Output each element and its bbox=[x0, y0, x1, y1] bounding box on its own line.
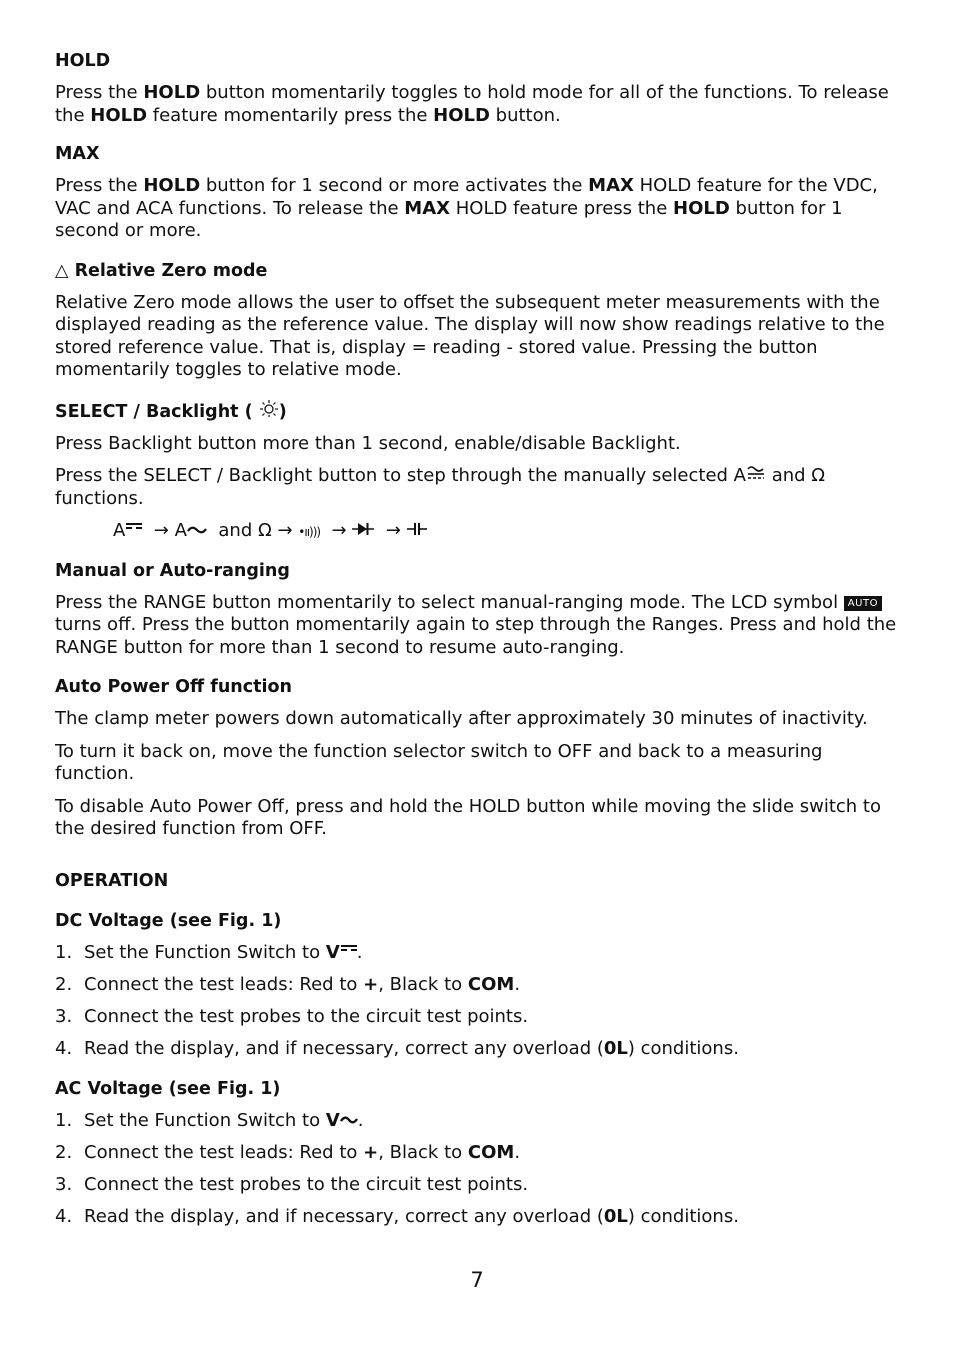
list-item: 3. Connect the test probes to the circuit test points. bbox=[55, 1174, 529, 1195]
page-number: 7 bbox=[470, 1268, 484, 1292]
dcv-heading: DC Voltage (see Fig. 1) bbox=[55, 910, 282, 931]
ac-wave-icon bbox=[340, 1110, 358, 1133]
capacitor-icon bbox=[407, 520, 427, 543]
ranging-heading: Manual or Auto-ranging bbox=[55, 560, 290, 581]
page-content bbox=[55, 50, 900, 1229]
operation-heading: OPERATION bbox=[55, 870, 169, 891]
dcv-steps bbox=[55, 942, 900, 1061]
apo-text-1: The clamp meter powers down automatically after approximately 30 minutes of inactivity. bbox=[55, 708, 868, 729]
max-text: Press the HOLD button for 1 second or more activates the MAX HOLD feature for the VDC, VAC and ACA functions. To release the MAX HOLD feature press the HOLD button for 1 second or more. bbox=[55, 175, 878, 241]
apo-heading: Auto Power Off function bbox=[55, 677, 292, 697]
dc-icon bbox=[341, 945, 357, 953]
max-heading: MAX bbox=[55, 144, 100, 164]
list-item: 1. Set the Function Switch to V . bbox=[55, 941, 363, 963]
apo-text-2: To turn it back on, move the function selector switch to OFF and back to a measuring function. bbox=[55, 740, 823, 784]
relzero-heading: △ Relative Zero mode bbox=[55, 260, 268, 281]
continuity-icon: •ıı))) bbox=[298, 525, 321, 539]
delta-icon: △ bbox=[55, 260, 69, 281]
list-item: 4. Read the display, and if necessary, correct any overload (0L) conditions. bbox=[55, 1037, 739, 1059]
acv-steps bbox=[55, 1110, 900, 1229]
list-item: 3. Connect the test probes to the circuit test points. bbox=[55, 1005, 529, 1027]
ac-wave-icon bbox=[187, 520, 207, 543]
list-item: 4. Read the display, and if necessary, correct any overload (0L) conditions. bbox=[55, 1206, 739, 1227]
relzero-text: Relative Zero mode allows the user to offset the subsequent meter measurements with the displayed reading as the reference value. The display will now show readings relative to the stored reference value. That is, display = reading - stored value. Pressing the button momentarily toggles to relative mode. bbox=[55, 291, 885, 380]
diode-icon bbox=[352, 520, 374, 543]
acv-heading: AC Voltage (see Fig. 1) bbox=[55, 1079, 281, 1099]
ranging-text: Press the RANGE button momentarily to select manual-ranging mode. The LCD symbol AUTO turns off. Press the button momentarily again to step through the Ranges. Press and hold the RANGE button for more than 1 second to resume auto-ranging. bbox=[55, 591, 897, 658]
sun-icon bbox=[259, 399, 279, 423]
dc-icon bbox=[126, 523, 142, 531]
function-sequence: A → A and Ω → •ıı))) → → bbox=[113, 520, 900, 544]
ac-dc-icon bbox=[746, 465, 766, 488]
list-item: 2. Connect the test leads: Red to +, Black to COM. bbox=[55, 973, 521, 995]
backlight-text: Press Backlight button more than 1 second, enable/disable Backlight. bbox=[55, 432, 681, 454]
list-item: 2. Connect the test leads: Red to +, Black to COM. bbox=[55, 1142, 521, 1163]
list-item: 1. Set the Function Switch to V . bbox=[55, 1110, 364, 1131]
auto-badge: AUTO bbox=[844, 596, 882, 611]
apo-text-3: To disable Auto Power Off, press and hold the HOLD button while moving the slide switch to the desired function from OFF. bbox=[55, 795, 882, 839]
select-heading: SELECT / Backlight ( ) bbox=[55, 399, 900, 423]
hold-heading: HOLD bbox=[55, 51, 111, 71]
hold-text: Press the HOLD button momentarily toggles to hold mode for all of the functions. To release the HOLD feature momentarily press the HOLD button. bbox=[55, 82, 889, 126]
select-text: Press the SELECT / Backlight button to step through the manually selected A and Ω functions. bbox=[55, 465, 826, 509]
